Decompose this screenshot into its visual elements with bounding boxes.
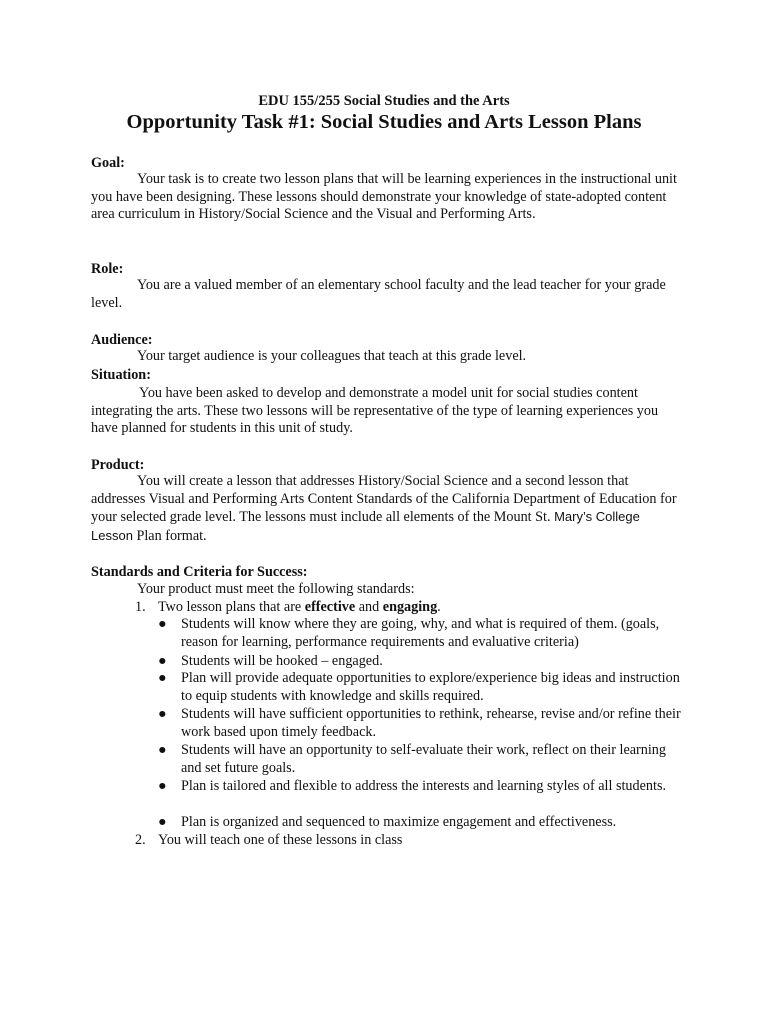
standards-intro: Your product must meet the following standards: — [137, 581, 415, 597]
list-item-1-period: . — [437, 599, 441, 615]
bullet-item: Students will have sufficient opportunities to rethink, rehearse, revise and/or refine their work based upon timely feedback. — [181, 706, 681, 740]
list-item-1 — [158, 599, 441, 616]
bullet-icon: ● — [158, 742, 167, 758]
list-item-1-and: and — [355, 599, 383, 615]
product-text-sans: Mary’s College Lesson — [91, 509, 640, 543]
bullet-icon: ● — [158, 670, 167, 686]
product-text-tail: Plan format. — [132, 527, 207, 544]
product-heading: Product: — [91, 457, 145, 473]
role-heading: Role: — [91, 261, 124, 277]
standards-heading: Standards and Criteria for Success: — [91, 564, 308, 580]
audience-heading: Audience: — [91, 332, 153, 348]
course-title: EDU 155/255 Social Studies and the Arts — [258, 93, 510, 109]
product-text — [91, 473, 681, 545]
list-number-2: 2. — [135, 832, 146, 848]
bullet-icon: ● — [158, 778, 167, 794]
bullet-item: Plan is tailored and flexible to address the interests and learning styles of all students. — [181, 778, 667, 794]
audience-text: Your target audience is your colleagues that teach at this grade level. — [137, 348, 527, 364]
bullet-item: Students will know where they are going, why, and what is required of them. (goals, reason for learning, performance requirements and evaluative criteria) — [181, 616, 660, 650]
list-item-1-text: Two lesson plans that are — [158, 599, 305, 615]
bullet-icon: ● — [158, 616, 167, 632]
situation-text: You have been asked to develop and demonstrate a model unit for social studies content integrating the arts. These two lessons will be representative of the type of learning experiences you have planned for students in this unit of study. — [91, 385, 659, 436]
bullet-icon: ● — [158, 706, 167, 722]
engaging-label: engaging — [382, 599, 438, 615]
list-number-1: 1. — [135, 599, 146, 615]
bullet-item: Students will be hooked – engaged. — [181, 653, 383, 669]
bullet-item: Plan will provide adequate opportunities to explore/experience big ideas and instruction to equip students with knowledge and skills required. — [181, 670, 680, 704]
bullet-item: Plan is organized and sequenced to maximize engagement and effectiveness. — [181, 814, 617, 830]
effective-label: effective — [304, 599, 356, 615]
product-text-main: You will create a lesson that addresses History/Social Science and a second lesson that addresses Visual and Performing Arts Content Standards of the California Department of Education for your selected grade level. The lessons must include all elements of the Mount St. — [91, 473, 677, 525]
goal-text: Your task is to create two lesson plans that will be learning experiences in the instructional unit you have been designing. These lessons should demonstrate your knowledge of state-adopted content area curriculum in History/Social Science and the Visual and Performing Arts. — [91, 171, 677, 222]
bullet-item: Students will have an opportunity to self-evaluate their work, reflect on their learning and set future goals. — [181, 742, 666, 776]
bullet-icon: ● — [158, 814, 167, 830]
situation-heading: Situation: — [91, 367, 151, 383]
role-text: You are a valued member of an elementary school faculty and the lead teacher for your grade level. — [91, 277, 666, 311]
goal-heading: Goal: — [91, 155, 125, 171]
bullet-icon: ● — [158, 653, 167, 669]
page-title: Opportunity Task #1: Social Studies and Arts Lesson Plans — [126, 111, 642, 133]
list-item-2: You will teach one of these lessons in class — [158, 832, 403, 848]
